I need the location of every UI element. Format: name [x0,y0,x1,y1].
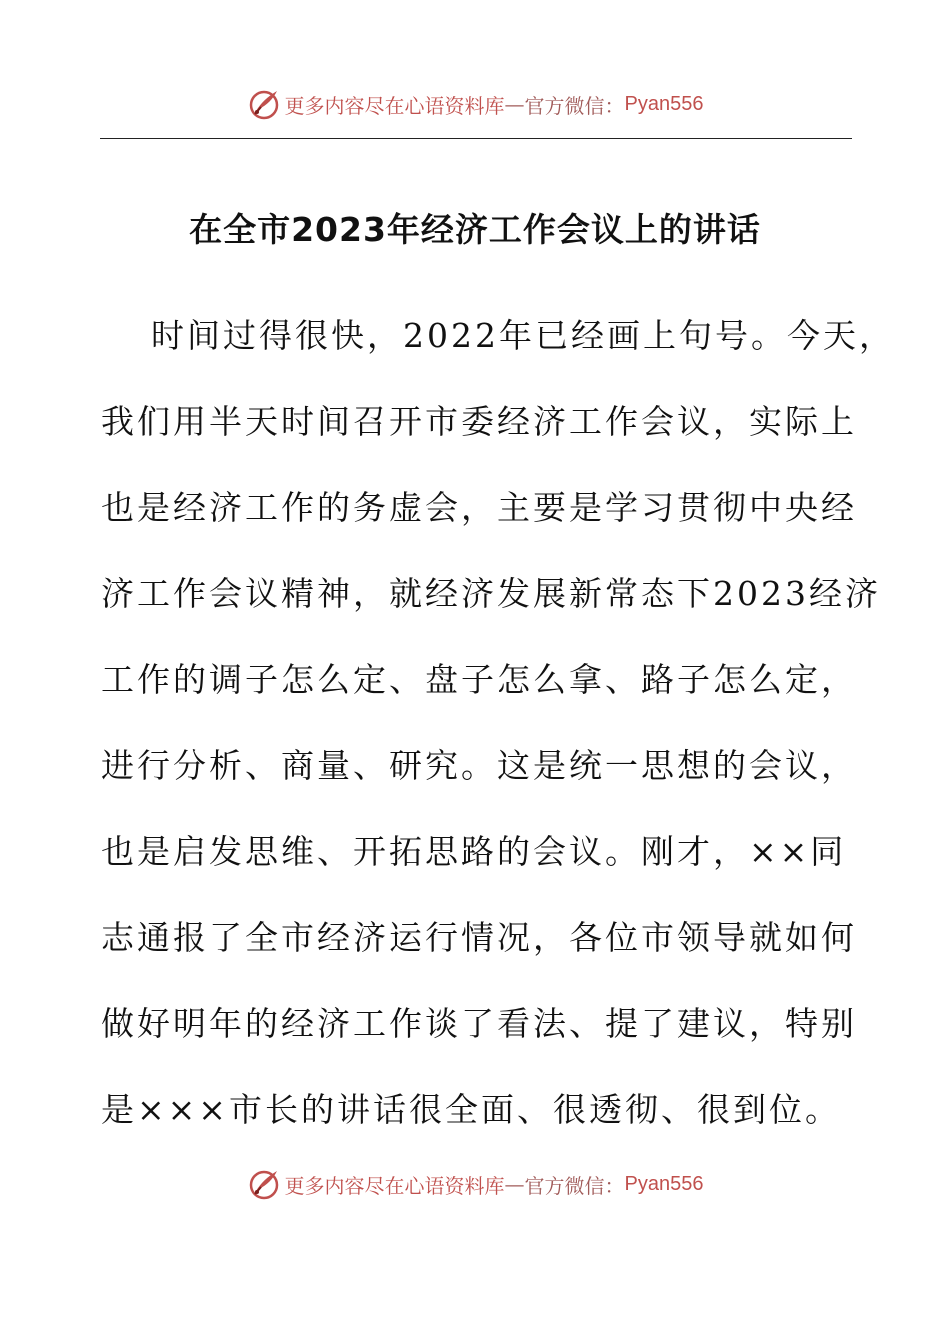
body-line: 也是启发思维、开拓思路的会议。刚才，××同 [101,832,847,871]
body-line: 做好明年的经济工作谈了看法、提了建议，特别 [101,1004,857,1043]
banner-main-text: 更多内容尽在心语资料库 [284,1173,505,1198]
body-line: 我们用半天时间召开市委经济工作会议，实际上 [101,402,857,441]
banner-dash: — [504,92,525,116]
body-line: 也是经济工作的务虚会，主要是学习贯彻中央经 [101,488,857,527]
body-line: 志通报了全市经济运行情况，各位市领导就如何 [101,918,857,957]
banner-official-label: 官方微信： [524,93,625,118]
header-divider [100,138,852,139]
document-title: 在全市2023年经济工作会议上的讲话 [189,210,761,249]
body-line: 进行分析、商量、研究。这是统一思想的会议， [101,746,857,785]
quill-pen-logo-icon [247,87,281,121]
body-line: 时间过得很快，2022年已经画上句号。今天， [151,316,895,355]
banner-dash: — [504,1172,525,1196]
body-line: 工作的调子怎么定、盘子怎么拿、路子怎么定， [101,660,857,699]
banner-wechat-id: Pyan556 [624,92,704,115]
banner-official-label: 官方微信： [524,1173,625,1198]
document-body [101,310,895,1170]
body-line: 是×××市长的讲话很全面、很透彻、很到位。 [101,1090,841,1129]
quill-pen-logo-icon [247,1167,281,1201]
footer-banner [0,1162,950,1206]
banner-main-text: 更多内容尽在心语资料库 [284,93,505,118]
body-line: 济工作会议精神，就经济发展新常态下2023经济 [101,574,881,613]
header-banner [0,82,950,126]
banner-wechat-id: Pyan556 [624,1172,704,1195]
